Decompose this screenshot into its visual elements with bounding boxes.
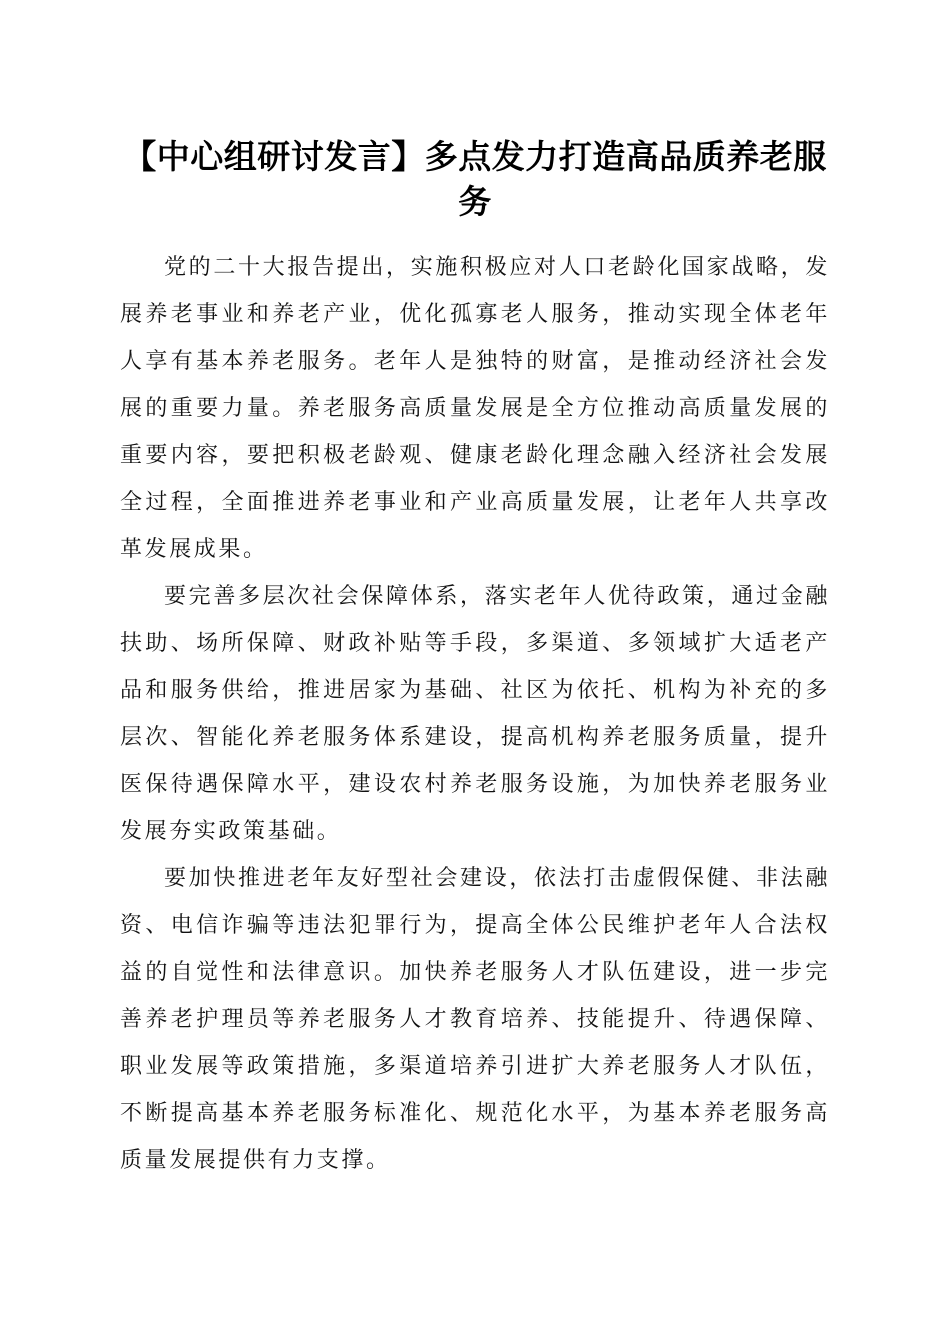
paragraph: 党的二十大报告提出，实施积极应对人口老龄化国家战略，发展养老事业和养老产业，优化孤寡老人服务，推动实现全体老年人享有基本养老服务。老年人是独特的财富，是推动经济社会发展的重要力量。养老服务高质量发展是全方位推动高质量发展的重要内容，要把积极老龄观、健康老龄化理念融入经济社会发展全过程，全面推进养老事业和产业高质量发展，让老年人共享改革发展成果。 [120, 255, 830, 562]
paragraph: 要完善多层次社会保障体系，落实老年人优待政策，通过金融扶助、场所保障、财政补贴等手段，多渠道、多领域扩大适老产品和服务供给，推进居家为基础、社区为依托、机构为补充的多层次、智能化养老服务体系建设，提高机构养老服务质量，提升医保待遇保障水平，建设农村养老服务设施，为加快养老服务业发展夯实政策基础。 [120, 584, 830, 844]
document-title: 【中心组研讨发言】多点发力打造高品质养老服务 [123, 137, 827, 221]
document-body [120, 244, 830, 1184]
paragraph: 要加快推进老年友好型社会建设，依法打击虚假保健、非法融资、电信诈骗等违法犯罪行为，提高全体公民维护老年人合法权益的自觉性和法律意识。加快养老服务人才队伍建设，进一步完善养老护理员等养老服务人才教育培养、技能提升、待遇保障、职业发展等政策措施，多渠道培养引进扩大养老服务人才队伍，不断提高基本养老服务标准化、规范化水平，为基本养老服务高质量发展提供有力支撑。 [120, 866, 830, 1173]
